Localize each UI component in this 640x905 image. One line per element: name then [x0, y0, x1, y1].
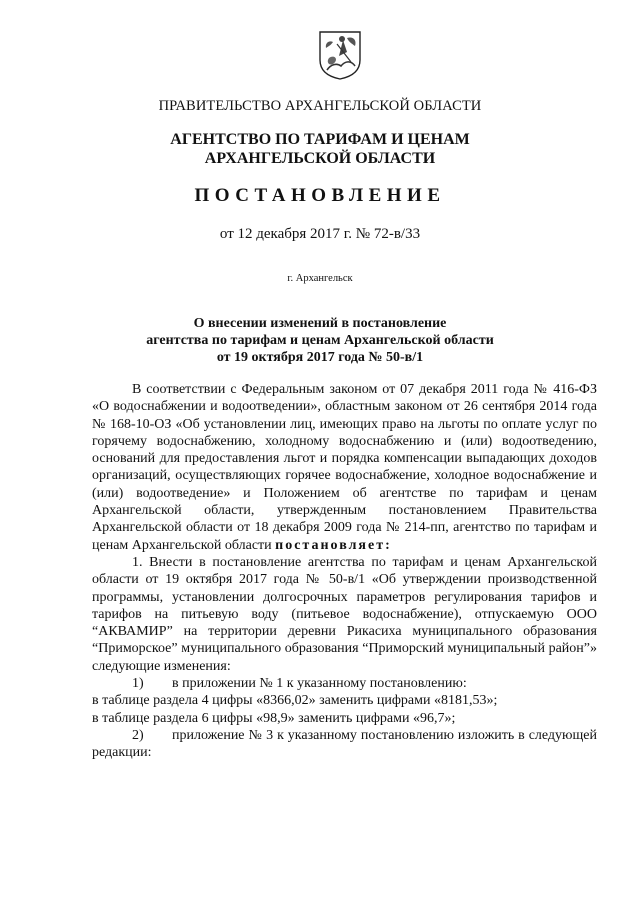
- subject-line1: О внесении изменений в постановление: [193, 316, 447, 331]
- government-name: ПРАВИТЕЛЬСТВО АРХАНГЕЛЬСКОЙ ОБЛАСТИ: [158, 98, 482, 114]
- subject-line3: от 19 октября 2017 года № 50-в/1: [216, 350, 424, 365]
- subitem-1-change-b: в таблице раздела 6 цифры «98,9» заменить цифрами «96,7»;: [92, 710, 456, 726]
- subitem-1-change-a: в таблице раздела 4 цифры «8366,02» заменить цифрами «8181,53»;: [92, 693, 498, 709]
- coat-of-arms-emblem: [317, 30, 363, 80]
- subitem-1: [92, 675, 597, 692]
- agency-name-line1: АГЕНТСТВО ПО ТАРИФАМ И ЦЕНАМ: [170, 131, 470, 148]
- subitem-1-number: 1): [132, 676, 144, 692]
- subitem-2-number: 2): [132, 727, 144, 743]
- document-body: [92, 381, 597, 762]
- subitem-1-text: в приложении № 1 к указанному постановлению:: [172, 676, 467, 692]
- document-subject: [0, 315, 640, 366]
- preamble-text: В соответствии с Федеральным законом от 07 декабря 2011 года № 416-ФЗ «О водоснабжении и водоотведении», областным законом от 26 сентября 2014 года № 168-10-ОЗ «Об установлении лиц, имеющих право на льготы по оплате услуг по горячему водоснабжению, холодному водоснабжению и (или) водоотведению, оснований для предоставления льгот и порядка компенсации выпадающих доходов организаций, осуществляющих горячее водоснабжение, холодное водоснабжение и (или) водоотведение» и Положением об агентстве по тарифам и ценам Архангельской области, утвержденным постановлением Правительства Архангельской области от 18 декабря 2009 года № 214-пп, агентство по тарифам и ценам Архангельской области: [92, 382, 597, 553]
- document-city: г. Архангельск: [287, 273, 353, 284]
- subitem-2-text: приложение № 3 к указанному постановлению изложить в следующей редакции:: [92, 727, 597, 761]
- decree-word: постановляет:: [275, 537, 392, 553]
- document-date-number: от 12 декабря 2017 г. № 72-в/33: [219, 226, 421, 242]
- preamble-paragraph: [92, 381, 597, 554]
- agency-name-line2: АРХАНГЕЛЬСКОЙ ОБЛАСТИ: [204, 150, 436, 167]
- document-type: ПОСТАНОВЛЕНИЕ: [194, 185, 446, 206]
- agency-name: [0, 130, 640, 168]
- item-1-paragraph: 1. Внести в постановление агентства по тарифам и ценам Архангельской области от 19 октября 2017 года № 50-в/1 «Об утверждении производственной программы, установлении долгосрочных параметров регулирования тарифов и тарифов на питьевую воду (питьевое водоснабжение), отпускаемую ООО “АКВАМИР” на территории деревни Рикасиха муниципального образования “Приморское” муниципального образования “Приморский муниципальный район”» следующие изменения:: [92, 554, 597, 674]
- subitem-2: [92, 727, 597, 762]
- subject-line2: агентства по тарифам и ценам Архангельской области: [146, 333, 494, 348]
